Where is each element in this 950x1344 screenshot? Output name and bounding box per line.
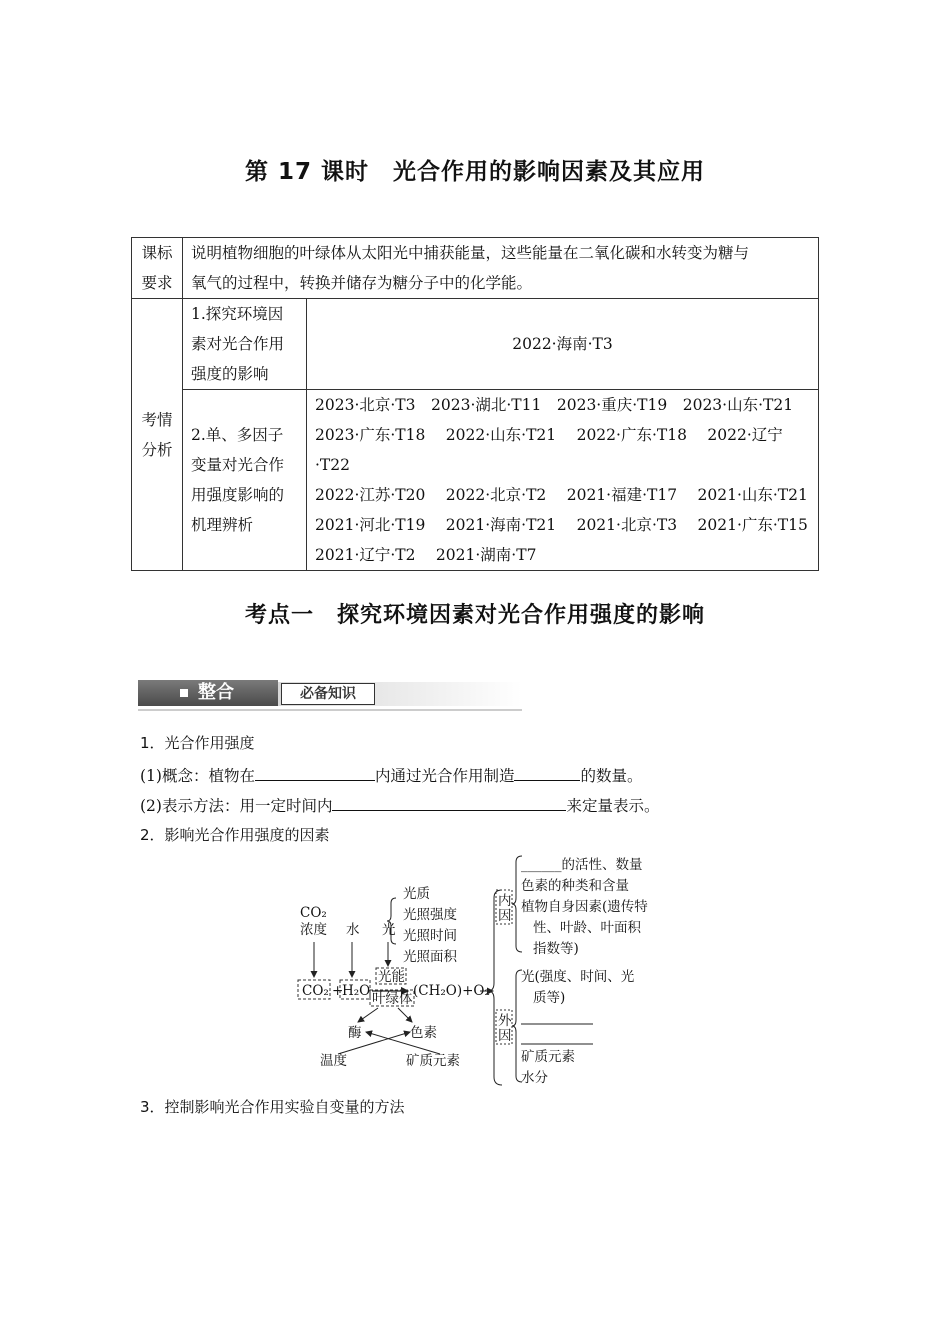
paragraph-method: [140, 794, 659, 816]
co2-label: CO₂: [300, 905, 327, 921]
temperature-label: 温度: [320, 1053, 347, 1069]
fill-blank: [255, 764, 375, 781]
pigment-label: 色素: [410, 1025, 437, 1041]
internal-item: 色素的种类和含量: [521, 878, 629, 894]
banner-label: 整合: [198, 682, 234, 703]
external-label: 因: [498, 1028, 512, 1044]
h2o-box-label: H₂O: [342, 983, 371, 999]
external-brace: [512, 970, 522, 1082]
section-title: 考点一 探究环境因素对光合作用强度的影响: [244, 603, 705, 628]
enzyme-arrow: [358, 1008, 378, 1022]
internal-label: 因: [498, 908, 512, 924]
plus-sign: +: [332, 983, 344, 999]
chloroplast-label: 叶绿体: [372, 991, 413, 1007]
banner-tag: 必备知识: [281, 683, 375, 705]
light-label: 光: [382, 922, 396, 938]
enzyme-label: 酶: [348, 1025, 362, 1041]
ref-line: 2021·河北·T19 2021·海南·T21 2021·北京·T3 2021·广东·T15: [315, 516, 808, 534]
requirements-line: 说明植物细胞的叶绿体从太阳光中捕获能量，这些能量在二氧化碳和水转变为糖与: [191, 244, 750, 262]
factors-diagram: [290, 850, 670, 1088]
product-label: (CH₂O)+O₂: [413, 983, 490, 999]
text: (2)表示方法：用一定时间内: [140, 797, 333, 815]
external-item: 质等): [533, 990, 566, 1006]
external-item: 矿质元素: [521, 1049, 575, 1065]
table-row: [132, 299, 819, 390]
requirements-line: 氧气的过程中，转换并储存为糖分子中的化学能。: [191, 274, 533, 292]
text: 的数量。: [580, 767, 643, 785]
analysis-refs-2: [307, 390, 819, 571]
co2-concentration-label: 浓度: [300, 922, 327, 938]
banner-dark: [138, 680, 278, 706]
light-energy-label: 光能: [378, 969, 405, 985]
light-factor: 光照面积: [403, 949, 457, 965]
internal-label: 内: [498, 893, 512, 909]
internal-item: 指数等): [533, 941, 579, 957]
ref-line: 2023·广东·T18 2022·山东·T21 2022·广东·T18 2022·辽宁·T22: [315, 426, 783, 474]
minerals-label: 矿质元素: [406, 1053, 460, 1069]
requirements-head: 课标要求: [132, 238, 183, 299]
fill-blank: [514, 764, 580, 781]
light-factor: 光照时间: [403, 928, 457, 944]
water-label: 水: [346, 922, 360, 938]
heading-3: 3．控制影响光合作用实验自变量的方法: [140, 1098, 405, 1116]
analysis-head: 考情分析: [132, 299, 183, 571]
lesson-title: 第 17 课时 光合作用的影响因素及其应用: [244, 159, 706, 185]
square-bullet-icon: [180, 689, 188, 697]
pigment-arrow: [398, 1008, 412, 1022]
co2-box-label: CO₂: [302, 983, 329, 999]
external-label: 外: [498, 1013, 512, 1029]
ref-line: 2021·辽宁·T2 2021·湖南·T7: [315, 546, 537, 564]
heading-2: 2．影响光合作用强度的因素: [140, 826, 330, 844]
external-item: 水分: [521, 1070, 548, 1086]
ref-line: 2022·江苏·T20 2022·北京·T2 2021·福建·T17 2021·山东·T21: [315, 486, 808, 504]
internal-item: 性、叶龄、叶面积: [533, 920, 641, 936]
table-row: [132, 390, 819, 571]
analysis-topic-2: 2.单、多因子变量对光合作用强度影响的机理辨析: [183, 390, 307, 571]
light-factor: 光质: [403, 886, 430, 902]
analysis-refs-1: 2022·海南·T3: [307, 299, 819, 390]
analysis-topic-1: 1.探究环境因素对光合作用强度的影响: [183, 299, 307, 390]
requirements-text: [183, 238, 819, 299]
fill-blank: [332, 794, 566, 811]
internal-item: ______的活性、数量: [521, 857, 643, 873]
curriculum-table: [131, 237, 819, 571]
external-item: 光(强度、时间、光: [521, 969, 635, 985]
banner-underline: [138, 709, 522, 711]
internal-item: 植物自身因素(遗传特: [521, 899, 648, 915]
ref-line: 2023·北京·T3 2023·湖北·T11 2023·重庆·T19 2023·山东·T21: [315, 396, 794, 414]
table-row: [132, 238, 819, 299]
text: (1)概念：植物在: [140, 767, 255, 785]
section-banner: [138, 680, 522, 710]
light-factor: 光照强度: [403, 907, 457, 923]
paragraph-concept: [140, 764, 643, 786]
heading-1: 1．光合作用强度: [140, 734, 255, 752]
text: 内通过光合作用制造: [374, 767, 515, 785]
text: 来定量表示。: [566, 797, 660, 815]
